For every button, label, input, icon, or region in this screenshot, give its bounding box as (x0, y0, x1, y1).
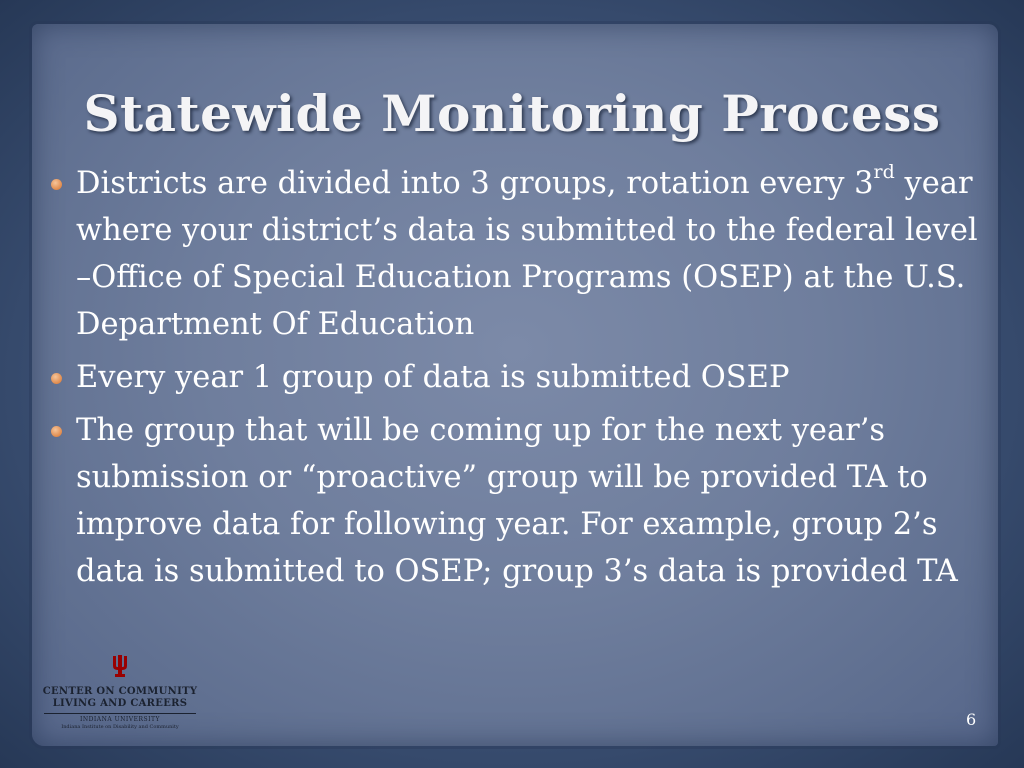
bullet-text: Every year 1 group of data is submitted OSEP (76, 360, 790, 395)
bullet-dot-icon (51, 179, 62, 190)
trident-icon (110, 654, 130, 678)
logo-line-1: CENTER ON COMMUNITY (42, 686, 198, 697)
bullet-text: Districts are divided into 3 groups, rotation every 3 (76, 166, 874, 201)
bullet-item-3 (48, 407, 978, 595)
logo-line-4: Indiana Institute on Disability and Community (61, 724, 179, 730)
logo-line-3: INDIANA UNIVERSITY (80, 716, 160, 723)
logo-divider (44, 713, 196, 714)
center-logo (40, 654, 200, 731)
bullet-item-1 (48, 160, 978, 348)
slide-title: Statewide Monitoring Process (83, 84, 941, 143)
logo-line-2: LIVING AND CAREERS (52, 698, 188, 709)
bullet-text-continued: year where your district’s data is submitted to the federal level –Office of Special Education Programs (OSEP) at the U.S. Department Of Education (76, 166, 978, 342)
bullet-superscript: rd (873, 160, 895, 183)
bullet-dot-icon (51, 373, 62, 384)
bullet-text: The group that will be coming up for the next year’s submission or “proactive” group will be provided TA to improve data for following year. For example, group 2’s data is submitted to OSEP; group 3’s data is provided TA (76, 413, 958, 589)
bullet-dot-icon (51, 426, 62, 437)
bullet-list (48, 160, 978, 601)
page-number: 6 (966, 710, 977, 729)
bullet-item-2 (48, 354, 978, 401)
